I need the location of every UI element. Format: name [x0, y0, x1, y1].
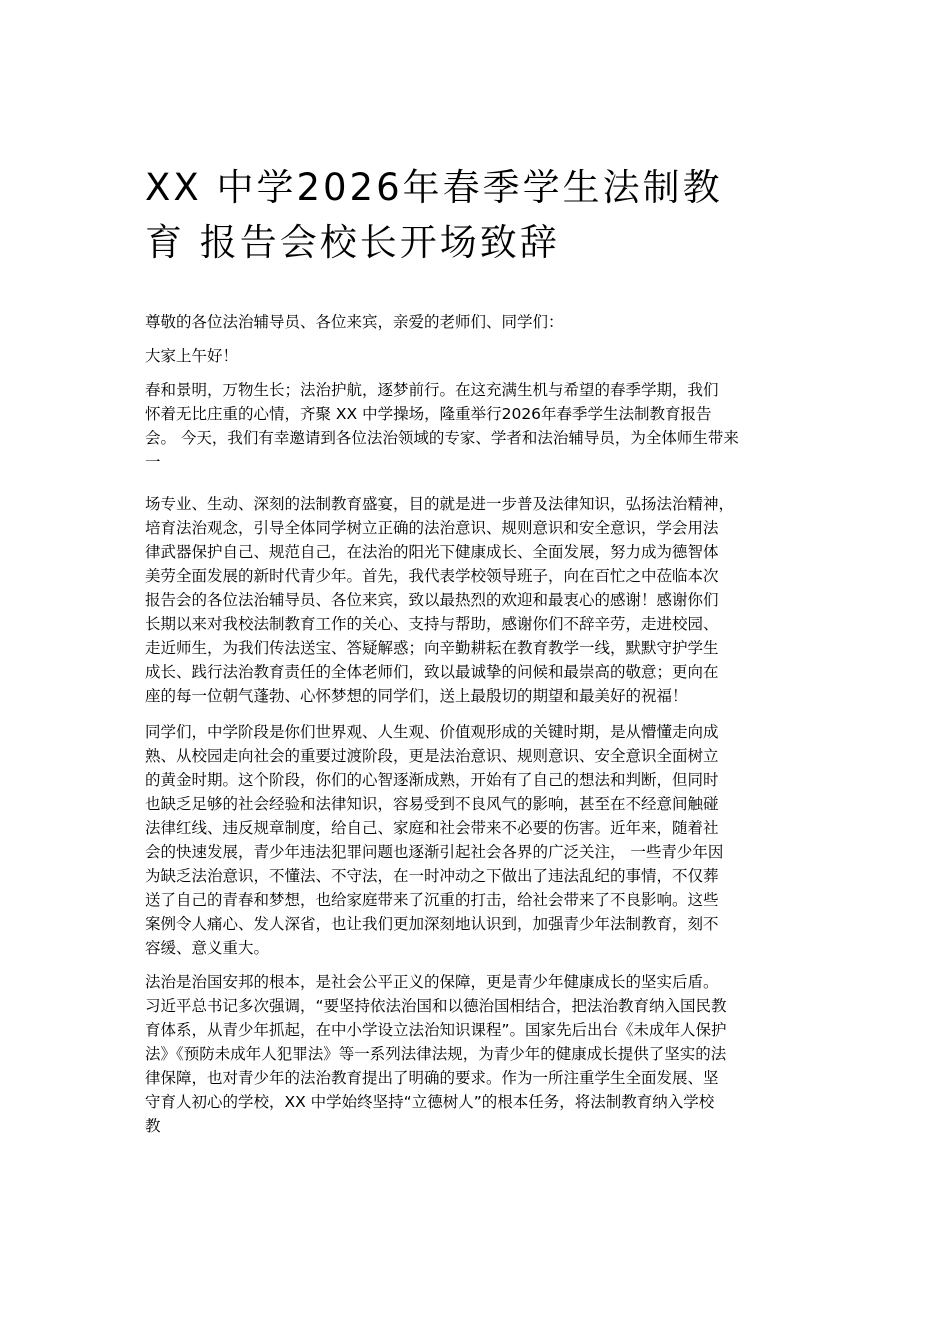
paragraph-line: 成长、践行法治教育责任的全体老师们，致以最诚挚的问候和最崇高的敬意；更向在	[145, 663, 719, 681]
paragraph-1	[145, 378, 825, 474]
paragraph-line: 春和景明，万物生长；法治护航，逐梦前行。在这充满生机与希望的春季学期，我们	[145, 381, 719, 399]
paragraph-line: 怀着无比庄重的心情，齐聚 XX 中学操场，隆重举行2026年春季学生法制教育报告	[145, 405, 712, 423]
paragraph-line: 育体系，从青少年抓起，在中小学设立法治知识课程”。国家先后出台《未成年人保护	[145, 1021, 727, 1039]
paragraph-line: 教	[145, 1117, 161, 1135]
paragraph-3	[145, 720, 825, 960]
paragraph-line: 也缺乏足够的社会经验和法律知识，容易受到不良风气的影响，甚至在不经意间触碰	[145, 795, 719, 813]
paragraph-4	[145, 970, 825, 1138]
paragraph-line: 美劳全面发展的新时代青少年。首先，我代表学校领导班子，向在百忙之中莅临本次	[145, 567, 719, 585]
document-title	[145, 160, 805, 270]
paragraph-line: 熟、从校园走向社会的重要过渡阶段，更是法治意识、规则意识、安全意识全面树立	[145, 747, 719, 765]
paragraph-line: 习近平总书记多次强调，“要坚持依法治国和以德治国相结合，把法治教育纳入国民教	[145, 997, 727, 1015]
paragraph-2	[145, 492, 825, 708]
paragraph-line: 律保障，也对青少年的法治教育提出了明确的要求。作为一所注重学生全面发展、坚	[145, 1069, 719, 1087]
paragraph-line: 长期以来对我校法制教育工作的关心、支持与帮助，感谢你们不辞辛劳，走进校园、	[145, 615, 719, 633]
paragraph-line: 的黄金时期。这个阶段，你们的心智逐渐成熟，开始有了自己的想法和判断，但同时	[145, 771, 719, 789]
paragraph-line: 法治是治国安邦的根本，是社会公平正义的保障，更是青少年健康成长的坚实后盾。	[145, 973, 719, 991]
paragraph-line: 报告会的各位法治辅导员、各位来宾，致以最热烈的欢迎和最衷心的感谢！感谢你们	[145, 591, 719, 609]
paragraph-line: 会的快速发展，青少年违法犯罪问题也逐渐引起社会各界的广泛关注， 一些青少年因	[145, 843, 724, 861]
title-line: 育 报告会校长开场致辞	[145, 221, 560, 264]
paragraph-line: 场专业、生动、深刻的法制教育盛宴，目的就是进一步普及法律知识，弘扬法治精神，	[145, 495, 735, 513]
paragraph-line: 培育法治观念，引导全体同学树立正确的法治意识、规则意识和安全意识，学会用法	[145, 519, 719, 537]
paragraph-line: 守育人初心的学校，XX 中学始终坚持“立德树人”的根本任务，将法制教育纳入学校	[145, 1093, 715, 1111]
paragraph-line: 座的每一位朝气蓬勃、心怀梦想的同学们，送上最殷切的期望和最美好的祝福！	[145, 687, 688, 705]
paragraph-line: 法》《预防未成年人犯罪法》等一系列法律法规，为青少年的健康成长提供了坚实的法	[145, 1045, 727, 1063]
paragraph-line: 送了自己的青春和梦想，也给家庭带来了沉重的打击，给社会带来了不良影响。这些	[145, 891, 719, 909]
paragraph-line: 同学们，中学阶段是你们世界观、人生观、价值观形成的关键时期，是从懵懂走向成	[145, 723, 719, 741]
paragraph-line: 律武器保护自己、规范自己，在法治的阳光下健康成长、全面发展，努力成为德智体	[145, 543, 719, 561]
greeting: 大家上午好！	[145, 347, 239, 365]
paragraph-line: 容缓、意义重大。	[145, 939, 270, 957]
document-body	[145, 310, 825, 1138]
paragraph-line: 会。 今天，我们有幸邀请到各位法治领域的专家、学者和法治辅导员，为全体师生带来	[145, 429, 739, 447]
paragraph-line: 为缺乏法治意识，不懂法、不守法，在一时冲动之下做出了违法乱纪的事情，不仅葬	[145, 867, 719, 885]
paragraph-line: 案例令人痛心、发人深省，也让我们更加深刻地认识到，加强青少年法制教育，刻不	[145, 915, 719, 933]
title-line: XX 中学2026年春季学生法制教	[145, 166, 723, 209]
paragraph-line: 一	[145, 453, 161, 471]
paragraph-line: 法律红线、违反规章制度，给自己、家庭和社会带来不必要的伤害。近年来，随着社	[145, 819, 719, 837]
paragraph-line: 走近师生，为我们传法送宝、答疑解惑；向辛勤耕耘在教育教学一线，默默守护学生	[145, 639, 719, 657]
salutation: 尊敬的各位法治辅导员、各位来宾，亲爱的老师们、同学们：	[145, 313, 564, 331]
